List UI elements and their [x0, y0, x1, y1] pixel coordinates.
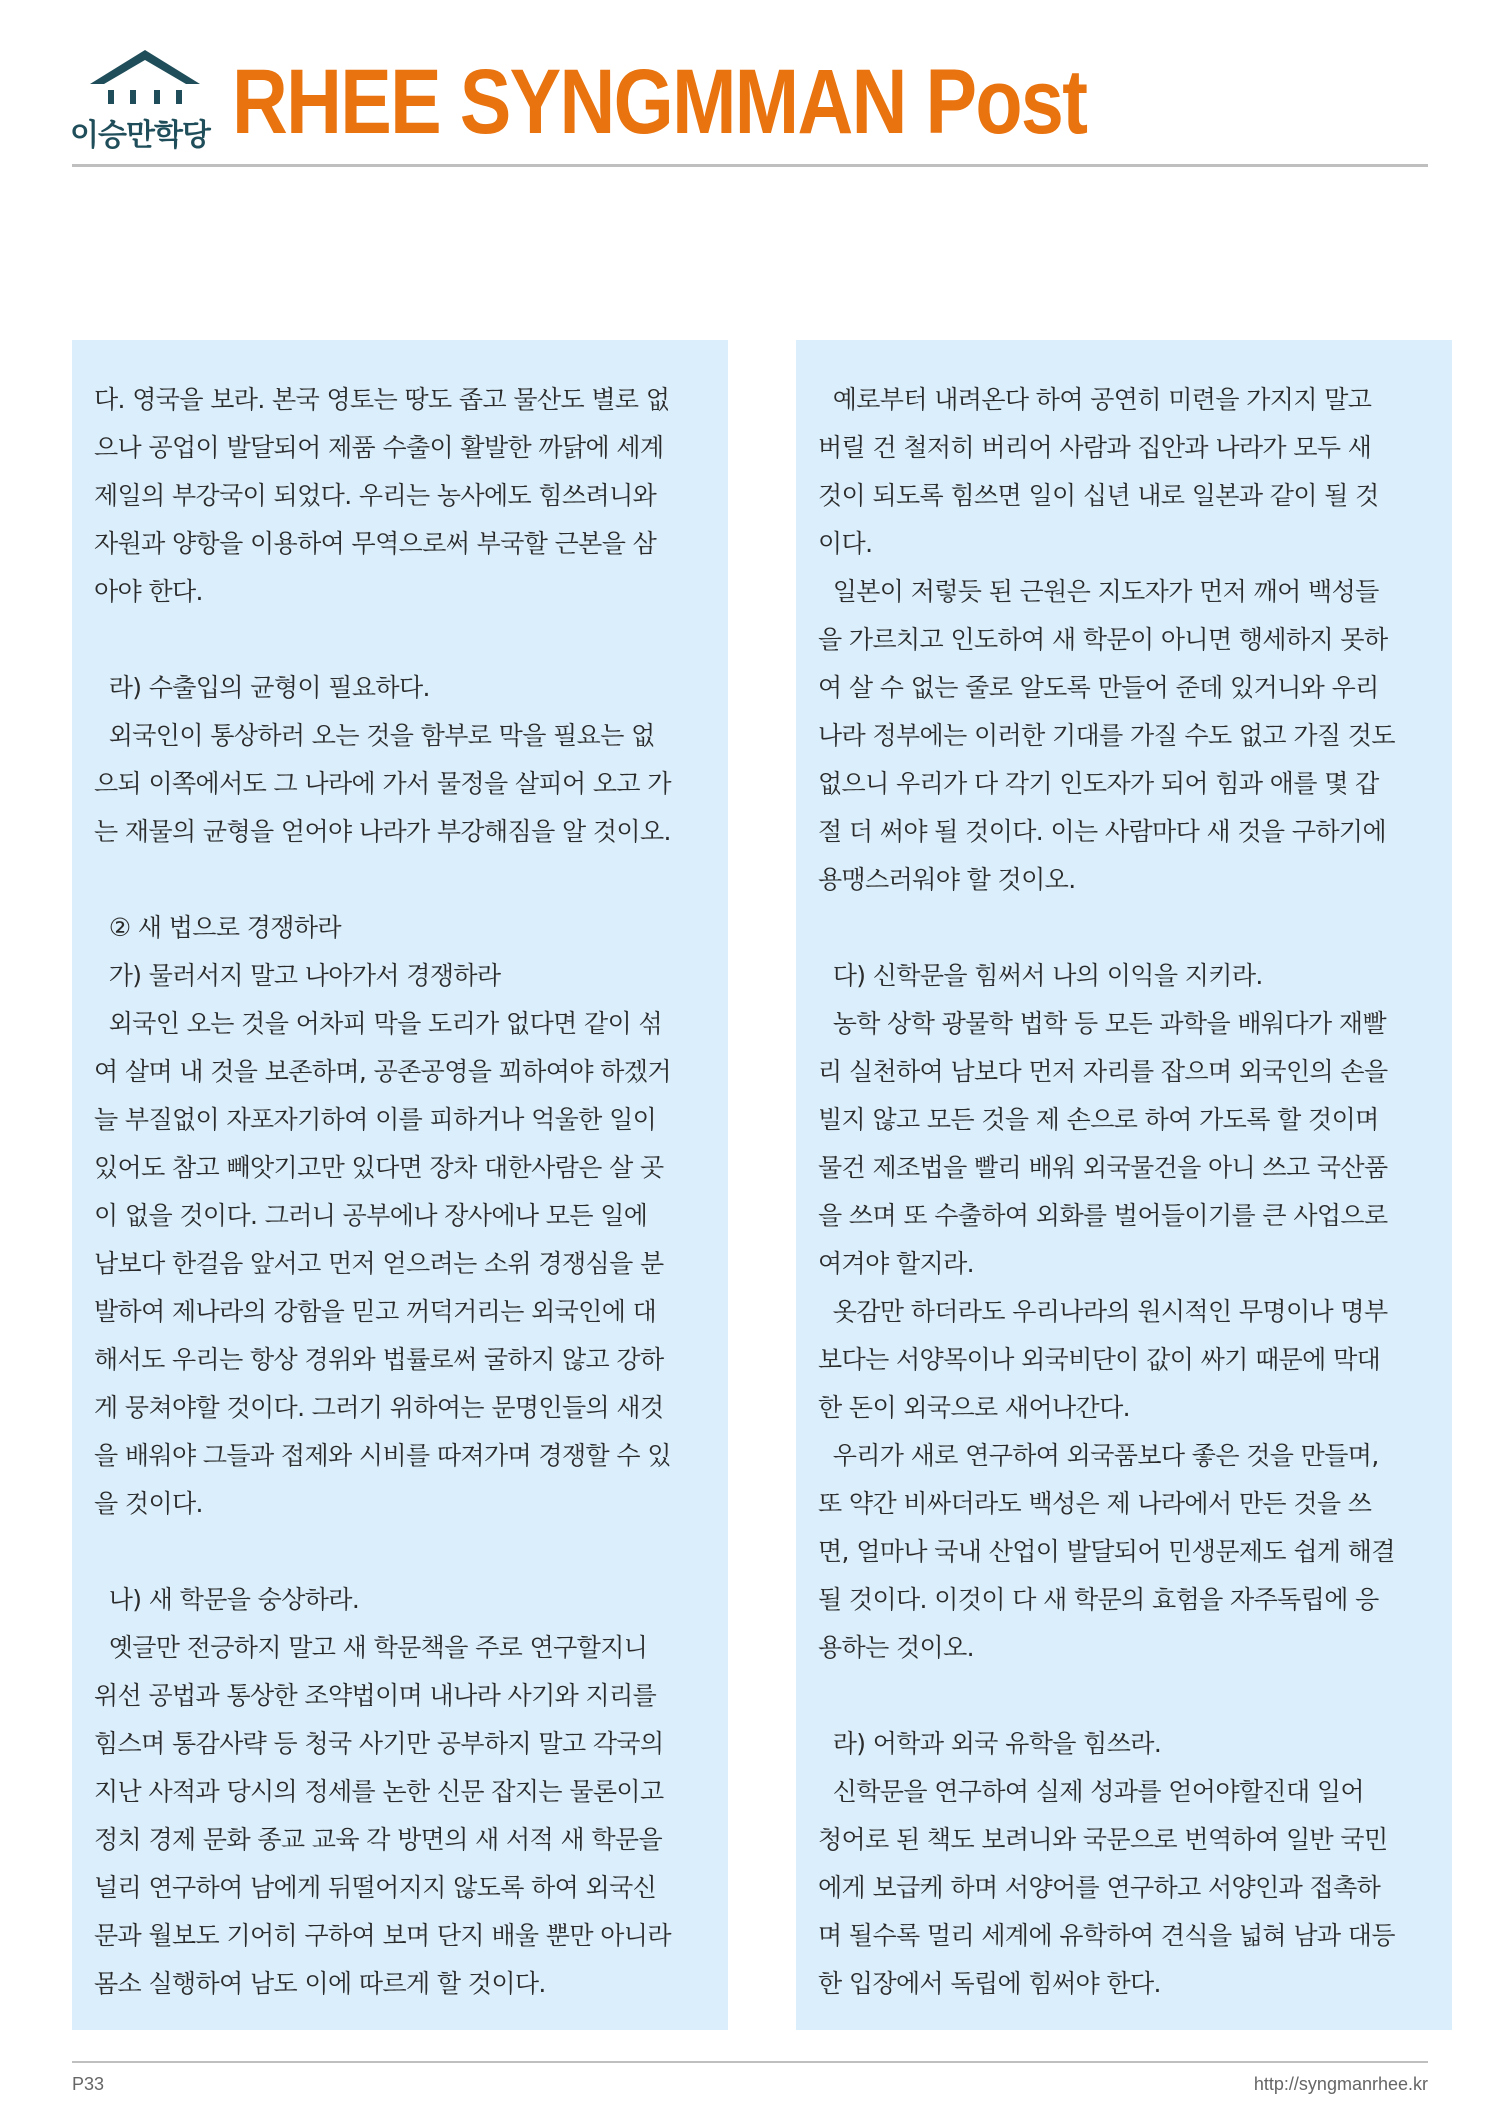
- text-line: 우리가 새로 연구하여 외국품보다 좋은 것을 만들며,: [818, 1441, 1379, 1470]
- logo-text: 이승만학당: [70, 118, 210, 153]
- text-line: 널리 연구하여 남에게 뒤떨어지지 않도록 하여 외국신: [94, 1873, 657, 1902]
- text-line: 늘 부질없이 자포자기하여 이를 피하거나 억울한 일이: [94, 1105, 657, 1134]
- text-line: 문과 월보도 기어히 구하여 보며 단지 배울 뿐만 아니라: [94, 1921, 671, 1950]
- text-line: 해서도 우리는 항상 경위와 법률로써 굴하지 않고 강하: [94, 1345, 664, 1374]
- text-line: 게 뭉쳐야할 것이다. 그러기 위하여는 문명인들의 새것: [94, 1393, 664, 1422]
- text-line: 이다.: [818, 529, 873, 558]
- text-line: 용하는 것이오.: [818, 1633, 974, 1662]
- text-line: 아야 한다.: [94, 577, 203, 606]
- page-number: P33: [72, 2074, 105, 2094]
- logo: [70, 48, 220, 158]
- paragraph-gap: [818, 904, 1430, 952]
- house-logo-icon: [86, 48, 204, 112]
- text-line: 에게 보급케 하며 서양어를 연구하고 서양인과 접촉하: [818, 1873, 1381, 1902]
- text-line: 것이 되도록 힘쓰면 일이 십년 내로 일본과 같이 될 것: [818, 481, 1379, 510]
- text-line: 발하여 제나라의 강함을 믿고 꺼덕거리는 외국인에 대: [94, 1297, 657, 1326]
- text-line: 남보다 한걸음 앞서고 먼저 얻으려는 소위 경쟁심을 분: [94, 1249, 664, 1278]
- footer-divider: [72, 2061, 1428, 2063]
- text-line: 라) 수출입의 균형이 필요하다.: [94, 673, 430, 702]
- right-text-column: [796, 340, 1452, 2030]
- text-line: 빌지 않고 모든 것을 제 손으로 하여 가도록 할 것이며: [818, 1105, 1379, 1134]
- text-line: 면, 얼마나 국내 산업이 발달되어 민생문제도 쉽게 해결: [818, 1537, 1395, 1566]
- text-line: 여겨야 할지라.: [818, 1249, 974, 1278]
- text-line: 있어도 참고 빼앗기고만 있다면 장차 대한사람은 살 곳: [94, 1153, 664, 1182]
- paragraph-gap: [94, 616, 706, 664]
- text-line: 외국인이 통상하러 오는 것을 함부로 막을 필요는 없: [94, 721, 655, 750]
- text-line: 나라 정부에는 이러한 기대를 가질 수도 없고 가질 것도: [818, 721, 1395, 750]
- text-line: 라) 어학과 외국 유학을 힘쓰라.: [818, 1729, 1162, 1758]
- text-line: 리 실천하여 남보다 먼저 자리를 잡으며 외국인의 손을: [818, 1057, 1388, 1086]
- text-line: 자원과 양항을 이용하여 무역으로써 부국할 근본을 삼: [94, 529, 657, 558]
- text-line: 일본이 저렇듯 된 근원은 지도자가 먼저 깨어 백성들: [818, 577, 1379, 606]
- text-line: 몸소 실행하여 남도 이에 따르게 할 것이다.: [94, 1969, 546, 1998]
- text-line: 청어로 된 책도 보려니와 국문으로 번역하여 일반 국민: [818, 1825, 1388, 1854]
- text-line: 용맹스러워야 할 것이오.: [818, 865, 1076, 894]
- text-line: 정치 경제 문화 종교 교육 각 방면의 새 서적 새 학문을: [94, 1825, 663, 1854]
- text-line: 다) 신학문을 힘써서 나의 이익을 지키라.: [818, 961, 1263, 990]
- text-line: 는 재물의 균형을 얻어야 나라가 부강해짐을 알 것이오.: [94, 817, 671, 846]
- paragraph-gap: [818, 1672, 1430, 1720]
- text-line: 다. 영국을 보라. 본국 영토는 땅도 좁고 물산도 별로 없: [94, 385, 670, 414]
- text-line: 옛글만 전긍하지 말고 새 학문책을 주로 연구할지니: [94, 1633, 648, 1662]
- text-line: 으되 이쪽에서도 그 나라에 가서 물정을 살피어 오고 가: [94, 769, 671, 798]
- text-line: 보다는 서양목이나 외국비단이 값이 싸기 때문에 막대: [818, 1345, 1381, 1374]
- text-line: 한 입장에서 독립에 힘써야 한다.: [818, 1969, 1161, 1998]
- text-line: 며 될수록 멀리 세계에 유학하여 견식을 넓혀 남과 대등: [818, 1921, 1395, 1950]
- text-line: 농학 상학 광물학 법학 등 모든 과학을 배워다가 재빨: [818, 1009, 1387, 1038]
- text-line: 여 살 수 없는 줄로 알도록 만들어 준데 있거니와 우리: [818, 673, 1379, 702]
- page-header: [70, 48, 1430, 166]
- paragraph-gap: [94, 1528, 706, 1576]
- left-text-column: [72, 340, 728, 2030]
- text-line: 신학문을 연구하여 실제 성과를 얻어야할진대 일어: [818, 1777, 1364, 1806]
- text-line: 을 가르치고 인도하여 새 학문이 아니면 행세하지 못하: [818, 625, 1388, 654]
- text-line: 지난 사적과 당시의 정세를 논한 신문 잡지는 물론이고: [94, 1777, 664, 1806]
- text-line: 위선 공법과 통상한 조약법이며 내나라 사기와 지리를: [94, 1681, 657, 1710]
- text-line: 을 쓰며 또 수출하여 외화를 벌어들이기를 큰 사업으로: [818, 1201, 1388, 1230]
- text-line: 외국인 오는 것을 어차피 막을 도리가 없다면 같이 섞: [94, 1009, 663, 1038]
- text-line: 가) 물러서지 말고 나아가서 경쟁하라: [94, 961, 501, 990]
- text-line: 버릴 건 철저히 버리어 사람과 집안과 나라가 모두 새: [818, 433, 1372, 462]
- text-line: 옷감만 하더라도 우리나라의 원시적인 무명이나 명부: [818, 1297, 1388, 1326]
- text-line: 이 없을 것이다. 그러니 공부에나 장사에나 모든 일에: [94, 1201, 648, 1230]
- website-url: http://syngmanrhee.kr: [1253, 2074, 1428, 2094]
- text-line: 여 살며 내 것을 보존하며, 공존공영을 꾀하여야 하겠거: [94, 1057, 671, 1086]
- text-line: 나) 새 학문을 숭상하라.: [94, 1585, 360, 1614]
- text-line: 한 돈이 외국으로 새어나간다.: [818, 1393, 1130, 1422]
- header-divider: [72, 164, 1428, 167]
- text-line: 을 배워야 그들과 접제와 시비를 따져가며 경쟁할 수 있: [94, 1441, 671, 1470]
- text-line: 될 것이다. 이것이 다 새 학문의 효험을 자주독립에 응: [818, 1585, 1379, 1614]
- paragraph-gap: [94, 856, 706, 904]
- text-line: 으나 공업이 발달되어 제품 수출이 활발한 까닭에 세계: [94, 433, 664, 462]
- text-line: 힘스며 통감사략 등 청국 사기만 공부하지 말고 각국의: [94, 1729, 664, 1758]
- text-line: 을 것이다.: [94, 1489, 203, 1518]
- text-line: 물건 제조법을 빨리 배워 외국물건을 아니 쓰고 국산품: [818, 1153, 1388, 1182]
- text-line: 예로부터 내려온다 하여 공연히 미련을 가지지 말고: [818, 385, 1372, 414]
- text-line: 또 약간 비싸더라도 백성은 제 나라에서 만든 것을 쓰: [818, 1489, 1372, 1518]
- text-line: 제일의 부강국이 되었다. 우리는 농사에도 힘쓰려니와: [94, 481, 657, 510]
- text-line: 절 더 써야 될 것이다. 이는 사람마다 새 것을 구하기에: [818, 817, 1387, 846]
- text-line: 없으니 우리가 다 각기 인도자가 되어 힘과 애를 몇 갑: [818, 769, 1379, 798]
- text-line: ② 새 법으로 경쟁하라: [94, 913, 341, 942]
- masthead-title: RHEE SYNGMMAN Post: [232, 51, 1087, 153]
